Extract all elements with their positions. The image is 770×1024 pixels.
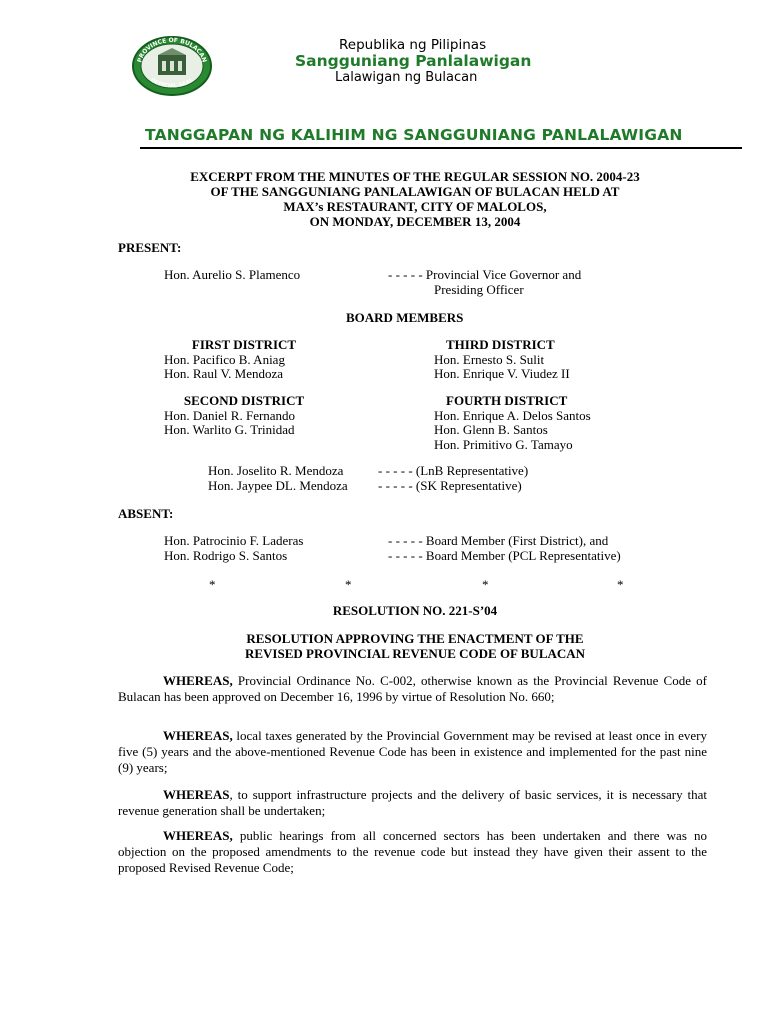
excerpt-line: ON MONDAY, DECEMBER 13, 2004 xyxy=(309,214,521,229)
whereas-text: , to support infrastructure projects and the delivery of basic services, it is necessary that revenue generation shall be undertaken; xyxy=(118,787,707,818)
representative-roles xyxy=(378,464,528,493)
present-label: PRESENT: xyxy=(118,240,182,255)
seal-bottom-text: OFFICIAL SEAL xyxy=(149,77,195,90)
resolution-title-line: RESOLUTION APPROVING THE ENACTMENT OF THE xyxy=(246,631,584,646)
district-member: Hon. Daniel R. Fernando xyxy=(164,407,296,423)
board-members-label: BOARD MEMBERS xyxy=(346,310,464,325)
representative-name: Hon. Jaypee DL. Mendoza xyxy=(208,477,348,493)
whereas-lead: WHEREAS, xyxy=(163,728,233,743)
header-divider xyxy=(140,147,742,149)
presiding-role-line: Presiding Officer xyxy=(434,281,524,297)
presiding-role-line: - - - - - Provincial Vice Governor and xyxy=(388,267,582,282)
resolution-title xyxy=(120,632,710,661)
whereas-text: local taxes generated by the Provincial Government may be revised at least once in every five (5) years and the above-mentioned Revenue Code has been in existence and implemented for the past nine (9) years; xyxy=(118,728,707,775)
absent-names xyxy=(164,534,303,563)
district-member: Hon. Warlito G. Trinidad xyxy=(164,422,295,437)
district-member: Hon. Ernesto S. Sulit xyxy=(434,351,545,367)
presiding-role xyxy=(388,268,581,297)
district-title: THIRD DISTRICT xyxy=(446,337,555,352)
excerpt-heading xyxy=(120,169,710,229)
district-member: Hon. Raul V. Mendoza xyxy=(164,366,284,381)
first-district-block xyxy=(164,338,324,382)
whereas-paragraph xyxy=(118,673,707,705)
representative-role: - - - - - (LnB Representative) xyxy=(378,463,529,478)
excerpt-line: MAX’s RESTAURANT, CITY OF MALOLOS, xyxy=(283,199,547,214)
representative-name: Hon. Joselito R. Mendoza xyxy=(208,463,344,478)
whereas-text: Provincial Ordinance No. C-002, otherwise known as the Provincial Revenue Code of Bulacan has been approved on December 16, 1996 by virtue of Resolution No. 660; xyxy=(118,673,707,704)
absent-role: - - - - - Board Member (First District), and xyxy=(388,533,609,548)
excerpt-line: EXCERPT FROM THE MINUTES OF THE REGULAR SESSION NO. 2004-23 xyxy=(190,169,640,184)
absent-role: - - - - - Board Member (PCL Representative) xyxy=(388,547,621,563)
absent-label: ABSENT: xyxy=(118,506,174,521)
district-member: Hon. Enrique A. Delos Santos xyxy=(434,407,591,423)
third-district-block xyxy=(434,338,614,382)
resolution-title-line: REVISED PROVINCIAL REVENUE CODE OF BULACAN xyxy=(244,645,586,661)
presiding-name: Hon. Aurelio S. Plamenco xyxy=(164,267,301,282)
district-title: FOURTH DISTRICT xyxy=(446,393,568,408)
district-member: Hon. Enrique V. Viudez II xyxy=(434,366,570,381)
whereas-paragraph xyxy=(118,728,707,776)
whereas-paragraph xyxy=(118,828,707,876)
separator-star: * xyxy=(617,577,624,592)
absent-name: Hon. Patrocinio F. Laderas xyxy=(164,533,304,548)
republic-label: Republika ng Pilipinas xyxy=(339,37,487,53)
whereas-lead: WHEREAS xyxy=(163,787,230,802)
provincial-seal-icon xyxy=(131,35,213,97)
second-district-block xyxy=(164,394,324,438)
seal-top-text: PROVINCE OF BULACAN xyxy=(136,36,208,64)
office-title: TANGGAPAN NG KALIHIM NG SANGGUNIANG PANLALAWIGAN xyxy=(145,126,683,144)
district-member: Hon. Glenn B. Santos xyxy=(434,422,548,437)
district-member: Hon. Primitivo G. Tamayo xyxy=(434,436,573,452)
whereas-lead: WHEREAS, xyxy=(163,673,233,688)
separator-star: * xyxy=(345,577,352,592)
representative-names xyxy=(208,464,348,493)
separator-star: * xyxy=(482,577,489,592)
separator-star: * xyxy=(209,577,216,592)
district-member: Hon. Pacifico B. Aniag xyxy=(164,351,285,367)
excerpt-line: OF THE SANGGUNIANG PANLALAWIGAN OF BULACAN HELD AT xyxy=(210,184,620,199)
district-title: FIRST DISTRICT xyxy=(191,337,297,352)
whereas-paragraph xyxy=(118,787,707,819)
province-label: Lalawigan ng Bulacan xyxy=(335,70,478,85)
absent-name: Hon. Rodrigo S. Santos xyxy=(164,547,288,563)
absent-roles xyxy=(388,534,621,563)
resolution-number: RESOLUTION NO. 221-S’04 xyxy=(332,603,498,618)
whereas-lead: WHEREAS, xyxy=(163,828,233,843)
district-title: SECOND DISTRICT xyxy=(183,393,305,408)
council-name: Sangguniang Panlalawigan xyxy=(295,52,532,70)
fourth-district-block xyxy=(434,394,634,452)
whereas-text: public hearings from all concerned sectors has been undertaken and there was no objection on the proposed amendments to the revenue code but instead they have given their assent to the proposed Revised Revenue Code; xyxy=(118,828,707,875)
representative-role: - - - - - (SK Representative) xyxy=(378,477,522,493)
